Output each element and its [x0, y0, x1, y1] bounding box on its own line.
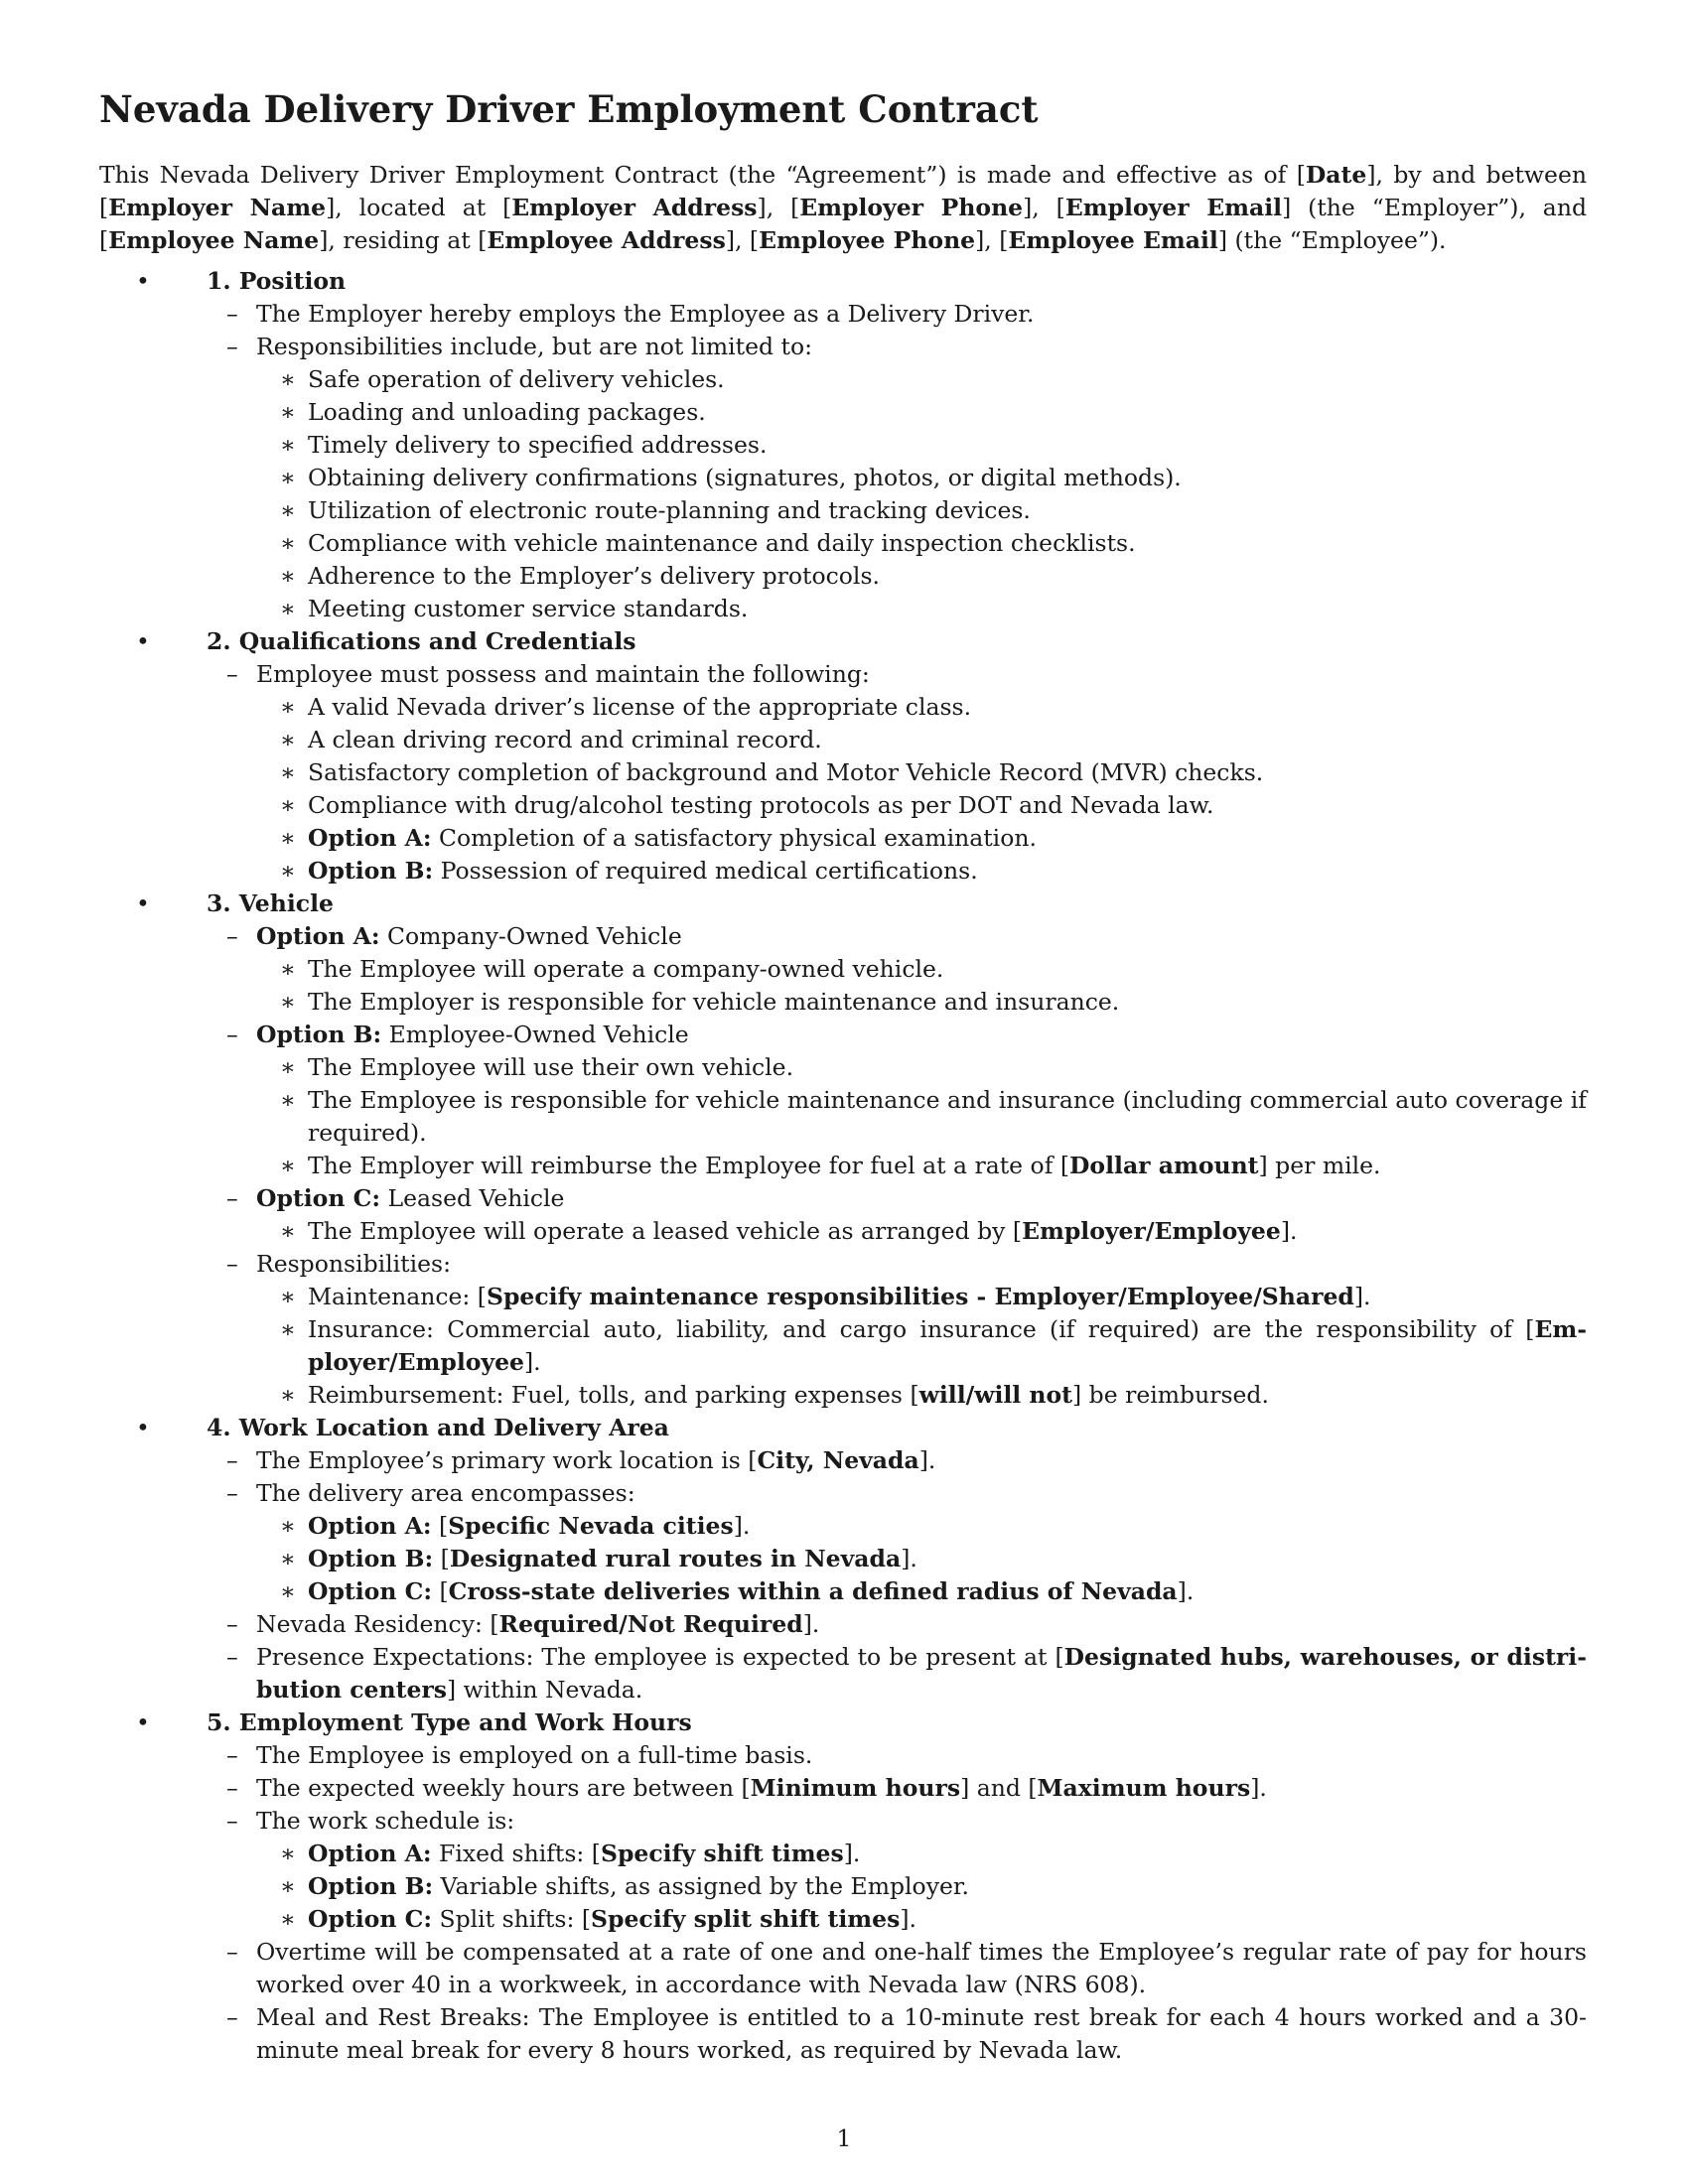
list-item: ∗ Compliance with drug/alcohol testing protocols as per DOT and Nevada law. [308, 789, 1587, 822]
subsection-list [207, 1739, 1587, 2067]
list-item-text: – Meal and Rest Breaks: The Employee is entitled to a 10-minute rest break for each 4 hours worked and a 30-minute meal break for every 8 hours worked, as required by Nevada law. [256, 2003, 1587, 2065]
item-text: Variable shifts, as assigned by the Employer. [433, 1872, 969, 1901]
placeholder: City, Nevada [757, 1446, 919, 1475]
placeholder-date: Date [1305, 161, 1367, 190]
list-item [256, 1772, 1587, 1805]
placeholder-employee-address: Employee Address [487, 226, 726, 255]
list-item [256, 1936, 1587, 2001]
list-item: ∗ Loading and unloading packages. [308, 396, 1587, 429]
item-text: Split shifts: [ [432, 1905, 592, 1934]
item-text: ] within Nevada. [447, 1676, 643, 1705]
item-text: ]. [1280, 1217, 1298, 1246]
item-text: The Employer will reimburse the Employee for fuel at a rate of [ [308, 1152, 1070, 1180]
placeholder: Designated hubs, warehouses, or distribution centers [256, 1643, 1588, 1705]
list-item: ∗ The Employee will use their own vehicle. [308, 1051, 1587, 1084]
list-item [308, 1575, 1587, 1608]
list-item: ∗ A clean driving record and criminal record. [308, 724, 1587, 756]
list-item-text [256, 1019, 1587, 1051]
option-text: Possession of required medical certifications. [433, 857, 978, 886]
section-title: 2. Qualifications and Credentials [207, 627, 636, 656]
intro-text: ], by and between [ [99, 161, 1587, 222]
list-item [308, 822, 1587, 855]
list-item-text [256, 1182, 1587, 1215]
list-item-text [256, 1772, 1587, 1805]
page-number: 1 [836, 2124, 852, 2152]
list-item: ∗ The Employee will operate a company-owned vehicle. [308, 953, 1587, 986]
placeholder: will/will not [918, 1381, 1073, 1410]
list-item [308, 1870, 1587, 1903]
list-item [308, 1281, 1587, 1313]
item-text: Fixed shifts: [ [431, 1840, 601, 1868]
list-item [256, 1444, 1587, 1477]
option-label: Option A: [256, 922, 380, 951]
list-item: ∗ Compliance with vehicle maintenance and daily inspection checklists. [308, 527, 1587, 560]
placeholder-employer-email: Employer Email [1064, 194, 1283, 222]
list-item [256, 658, 1587, 887]
list-item: ∗ Timely delivery to specified addresses. [308, 429, 1587, 462]
list-item-text: – Responsibilities include, but are not limited to: [256, 333, 813, 361]
placeholder-employer-address: Employer Address [511, 194, 758, 222]
section-employment-type [99, 1706, 1587, 2067]
list-item [256, 1739, 1587, 1772]
option-items [256, 1051, 1587, 1182]
list-item [256, 920, 1587, 1019]
placeholder-employer-name: Employer Name [108, 194, 327, 222]
list-item-text [256, 1608, 1587, 1641]
placeholder: Designated rural routes in Nevada [449, 1545, 902, 1573]
item-text: [ [432, 1577, 449, 1606]
intro-text: ] (the “Employee”). [1217, 226, 1447, 255]
list-item [308, 1510, 1587, 1543]
option-label: Option B: [308, 1872, 434, 1901]
list-item-text [256, 920, 1587, 953]
section-qualifications [99, 625, 1587, 887]
list-item [256, 1477, 1587, 1608]
placeholder: Specific Nevada cities [448, 1512, 734, 1541]
section-title: 5. Employment Type and Work Hours [207, 1708, 692, 1737]
option-label: Option C: [256, 1184, 381, 1213]
list-item: ∗ Adherence to the Employer’s delivery protocols. [308, 560, 1587, 593]
intro-text: ], [ [757, 194, 800, 222]
list-item-text: – Employee must possess and maintain the following: [256, 660, 870, 689]
list-item: ∗ Utilization of electronic route-planning and tracking devices. [308, 494, 1587, 527]
item-text: ]. [1250, 1774, 1267, 1803]
responsibility-items [256, 1281, 1587, 1412]
responsibility-list [256, 363, 1587, 625]
list-item [256, 1019, 1587, 1182]
list-item-text: – Responsibilities: [256, 1250, 451, 1279]
option-text: Completion of a satisfactory physical examination. [431, 824, 1037, 853]
section-list [99, 265, 1587, 2067]
item-text: Maintenance: [ [308, 1283, 487, 1311]
list-item-text: – Overtime will be compensated at a rate of one and one-half times the Employee’s regular rate of pay for hours worked over 40 in a workweek, in accordance with Nevada law (NRS 608). [256, 1938, 1587, 1999]
item-text: Reimbursement: Fuel, tolls, and parking expenses [ [308, 1381, 919, 1410]
section-work-location [99, 1412, 1587, 1706]
section-position [99, 265, 1587, 625]
item-text: The Employee will operate a leased vehicle as arranged by [ [308, 1217, 1023, 1246]
list-item [256, 1608, 1587, 1641]
option-label: Option C: [308, 1577, 433, 1606]
option-label: Option A: [308, 824, 432, 853]
list-item [308, 1379, 1587, 1412]
placeholder: Employer/Employee [1022, 1217, 1281, 1246]
section-title: 3. Vehicle [207, 889, 334, 918]
item-text: [ [431, 1512, 449, 1541]
list-item-text: – The delivery area encompasses: [256, 1479, 635, 1508]
intro-text: ], [ [1023, 194, 1065, 222]
item-text: Nevada Residency: [ [256, 1610, 499, 1639]
placeholder: Specify shift times [600, 1840, 844, 1868]
item-text: ]. [843, 1840, 861, 1868]
placeholder-employee-email: Employee Email [1008, 226, 1218, 255]
option-text: Leased Vehicle [380, 1184, 565, 1213]
option-label: Option B: [256, 1021, 382, 1049]
section-vehicle [99, 887, 1587, 1412]
list-item-text [256, 1444, 1587, 1477]
document-title: Nevada Delivery Driver Employment Contract [99, 87, 1039, 131]
option-items [256, 953, 1587, 1019]
item-text: ]. [900, 1905, 916, 1934]
placeholder-employee-name: Employee Name [108, 226, 320, 255]
item-text: ]. [733, 1512, 751, 1541]
intro-text: ], residing at [ [319, 226, 488, 255]
list-item [308, 1313, 1587, 1379]
list-item [256, 1641, 1587, 1706]
item-text: ] per mile. [1258, 1152, 1381, 1180]
item-text: ]. [1177, 1577, 1195, 1606]
subsection-list [207, 1444, 1587, 1706]
option-label: Option B: [308, 1545, 434, 1573]
list-item [308, 855, 1587, 887]
option-label: Option B: [308, 857, 434, 886]
intro-text: ], [ [975, 226, 1009, 255]
list-item: ∗ A valid Nevada driver’s license of the appropriate class. [308, 691, 1587, 724]
list-item [256, 298, 1587, 331]
placeholder: Specify maintenance responsibilities - Employer/Employee/Shared [486, 1283, 1354, 1311]
item-text: ] and [ [960, 1774, 1038, 1803]
option-items [256, 1215, 1587, 1248]
item-text: ]. [901, 1545, 917, 1573]
intro-text: ], located at [ [326, 194, 512, 222]
document-page [99, 87, 1587, 2067]
item-text: ] be reimbursed. [1072, 1381, 1269, 1410]
delivery-area-options [256, 1510, 1587, 1608]
option-label: Option C: [308, 1905, 433, 1934]
item-text: Insurance: Commercial auto, liability, and cargo insurance (if required) are the responsibility of [ [308, 1315, 1535, 1344]
section-title: 4. Work Location and Delivery Area [207, 1414, 669, 1442]
option-label: Option A: [308, 1512, 432, 1541]
list-item: ∗ Meeting customer service standards. [308, 593, 1587, 625]
item-text: ]. [802, 1610, 820, 1639]
item-text: The expected weekly hours are between [ [256, 1774, 751, 1803]
list-item [308, 1903, 1587, 1936]
placeholder: Specify split shift times [591, 1905, 901, 1934]
placeholder: Minimum hours [750, 1774, 961, 1803]
item-text: ]. [918, 1446, 936, 1475]
list-item [308, 1838, 1587, 1870]
list-item [256, 1182, 1587, 1248]
item-text: ]. [1353, 1283, 1371, 1311]
list-item [308, 1215, 1587, 1248]
subsection-list [207, 298, 1587, 625]
item-text: [ [433, 1545, 450, 1573]
intro-text: ], [ [725, 226, 760, 255]
item-text: The Employee’s primary work location is [ [256, 1446, 758, 1475]
list-item-text: – The Employee is employed on a full-time basis. [256, 1741, 813, 1770]
intro-text: This Nevada Delivery Driver Employment Contract (the “Agreement”) is made and effective as of [ [99, 161, 1306, 190]
intro-paragraph [99, 159, 1587, 257]
option-label: Option A: [308, 1840, 432, 1868]
list-item: ∗ Obtaining delivery confirmations (signatures, photos, or digital methods). [308, 462, 1587, 494]
list-item: ∗ Satisfactory completion of background and Motor Vehicle Record (MVR) checks. [308, 756, 1587, 789]
list-item: ∗ The Employer is responsible for vehicle maintenance and insurance. [308, 986, 1587, 1019]
placeholder: Required/Not Required [498, 1610, 803, 1639]
placeholder: Dollar amount [1069, 1152, 1259, 1180]
list-item [308, 1150, 1587, 1182]
subsection-list [207, 920, 1587, 1412]
placeholder-employee-phone: Employee Phone [759, 226, 976, 255]
list-item-text: – The Employer hereby employs the Employee as a Delivery Driver. [256, 300, 1035, 329]
list-item: ∗ The Employee is responsible for vehicle maintenance and insurance (including commercial auto coverage if required). [308, 1084, 1587, 1150]
list-item: ∗ Safe operation of delivery vehicles. [308, 363, 1587, 396]
item-text: Presence Expectations: The employee is expected to be present at [ [256, 1643, 1064, 1672]
list-item [256, 1248, 1587, 1412]
placeholder: Employer/Employee [308, 1315, 1587, 1377]
list-item [256, 1805, 1587, 1936]
placeholder: Maximum hours [1037, 1774, 1251, 1803]
subsection-list [207, 658, 1587, 887]
option-text: Company-Owned Vehicle [379, 922, 682, 951]
qualification-list [256, 691, 1587, 887]
section-title: 1. Position [207, 267, 347, 296]
intro-text: ] (the “Employer”), and [ [99, 194, 1587, 255]
option-text: Employee-Owned Vehicle [381, 1021, 689, 1049]
list-item [256, 2001, 1587, 2067]
list-item-text [256, 1641, 1587, 1706]
placeholder-employer-phone: Employer Phone [799, 194, 1024, 222]
list-item-text: – The work schedule is: [256, 1807, 515, 1836]
list-item [256, 331, 1587, 625]
item-text: ]. [523, 1348, 541, 1377]
list-item [308, 1543, 1587, 1575]
placeholder: Cross-state deliveries within a defined radius of Nevada [448, 1577, 1178, 1606]
schedule-options [256, 1838, 1587, 1936]
